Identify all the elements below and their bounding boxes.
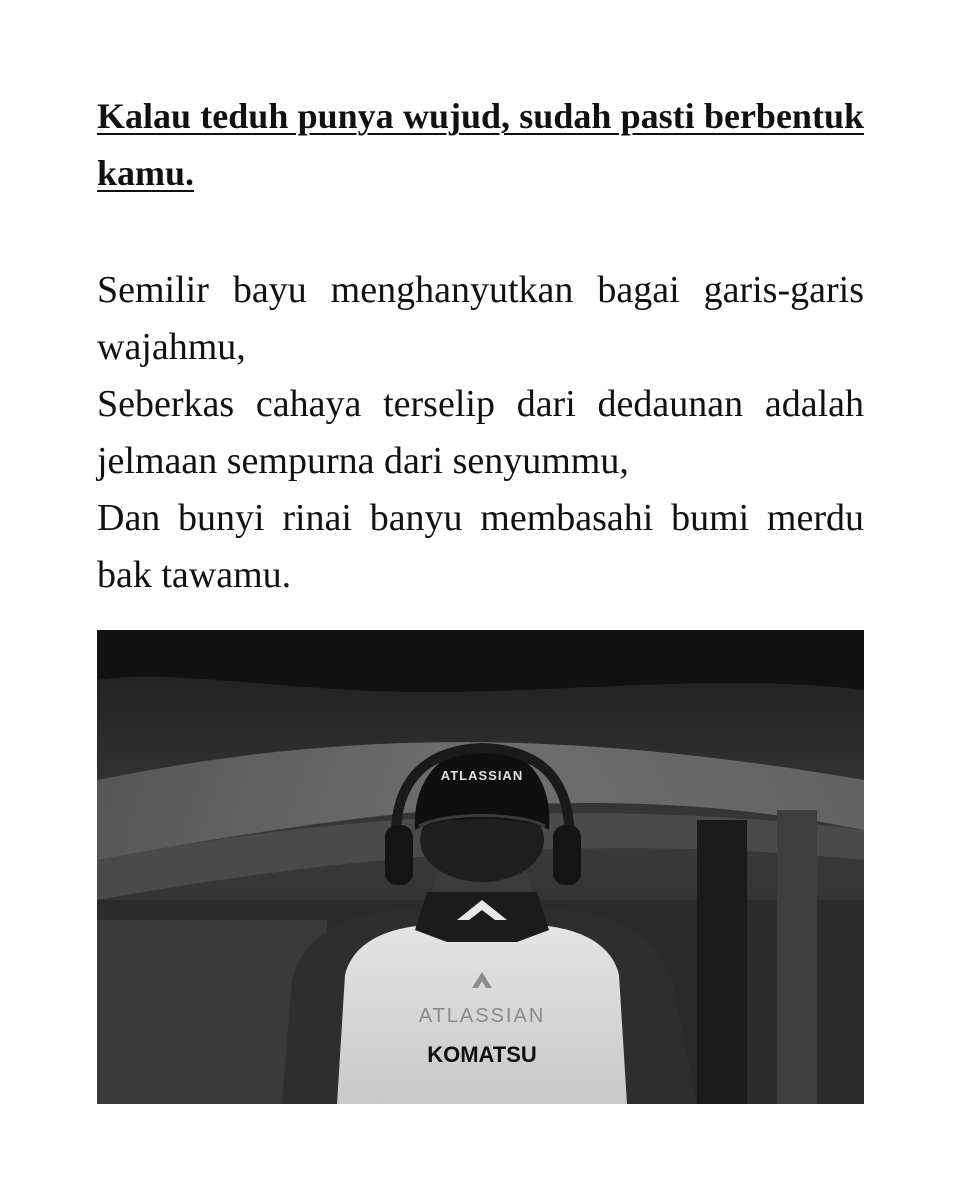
photo [97,630,864,1104]
vest-logo-atlassian: ATLASSIAN [418,1005,546,1027]
poem-line-1: Semilir bayu menghanyutkan bagai garis-garis wajahmu, [97,269,864,368]
photo-illustration [97,630,864,1104]
page-title: Kalau teduh punya wujud, sudah pasti berbentuk kamu. [97,96,864,193]
poem-line-3: Dan bunyi rinai banyu membasahi bumi merdu bak tawamu. [97,497,864,596]
cap-logo-text: ATLASSIAN [440,768,524,783]
poem [97,262,864,604]
vest-logo-komatsu: KOMATSU [427,1042,537,1067]
poem-line-2: Seberkas cahaya terselip dari dedaunan adalah jelmaan sempurna dari senyummu, [97,383,864,482]
text-block [97,88,864,604]
